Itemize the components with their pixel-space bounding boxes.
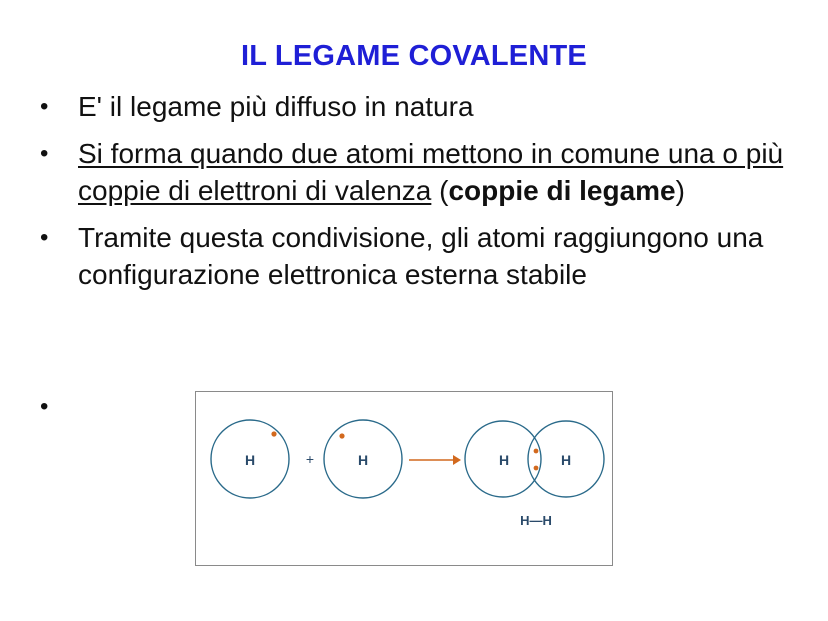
product-left-label: H	[498, 452, 510, 468]
product-right-label: H	[560, 452, 572, 468]
slide-title: IL LEGAME COVALENTE	[241, 40, 587, 72]
reaction-arrow-head	[453, 455, 461, 465]
bullet-text: Tramite questa condivisione, gli atomi raggiungono una configurazione elettronica esterna stabile	[78, 222, 764, 290]
atom1-label: H	[244, 452, 256, 468]
plus-sign: +	[305, 451, 315, 467]
electron-dot	[339, 433, 344, 438]
bullet-icon: •	[40, 224, 49, 251]
bullet-underlined-text: Si forma quando due atomi mettono in comune una o più coppie di elettroni di valenza	[78, 138, 784, 206]
close-paren: )	[675, 175, 685, 206]
electron-dot	[271, 431, 276, 436]
bullet-item	[38, 219, 798, 293]
empty-bullet-icon: •	[40, 393, 49, 420]
bullet-item	[38, 135, 798, 209]
bullet-icon: •	[40, 93, 49, 120]
atom2-label: H	[357, 452, 369, 468]
molecule-formula: H—H	[520, 513, 552, 528]
diagram-svg	[196, 392, 612, 565]
shared-electron-dot	[534, 449, 539, 454]
bullet-icon: •	[40, 140, 49, 167]
shared-electron-dot	[534, 466, 539, 471]
bullet-list	[38, 88, 798, 303]
open-paren: (	[431, 175, 449, 206]
bullet-text: E' il legame più diffuso in natura	[78, 91, 474, 122]
bullet-bold-text: coppie di legame	[448, 175, 676, 206]
bullet-item	[38, 88, 798, 125]
covalent-bond-diagram	[195, 391, 613, 566]
